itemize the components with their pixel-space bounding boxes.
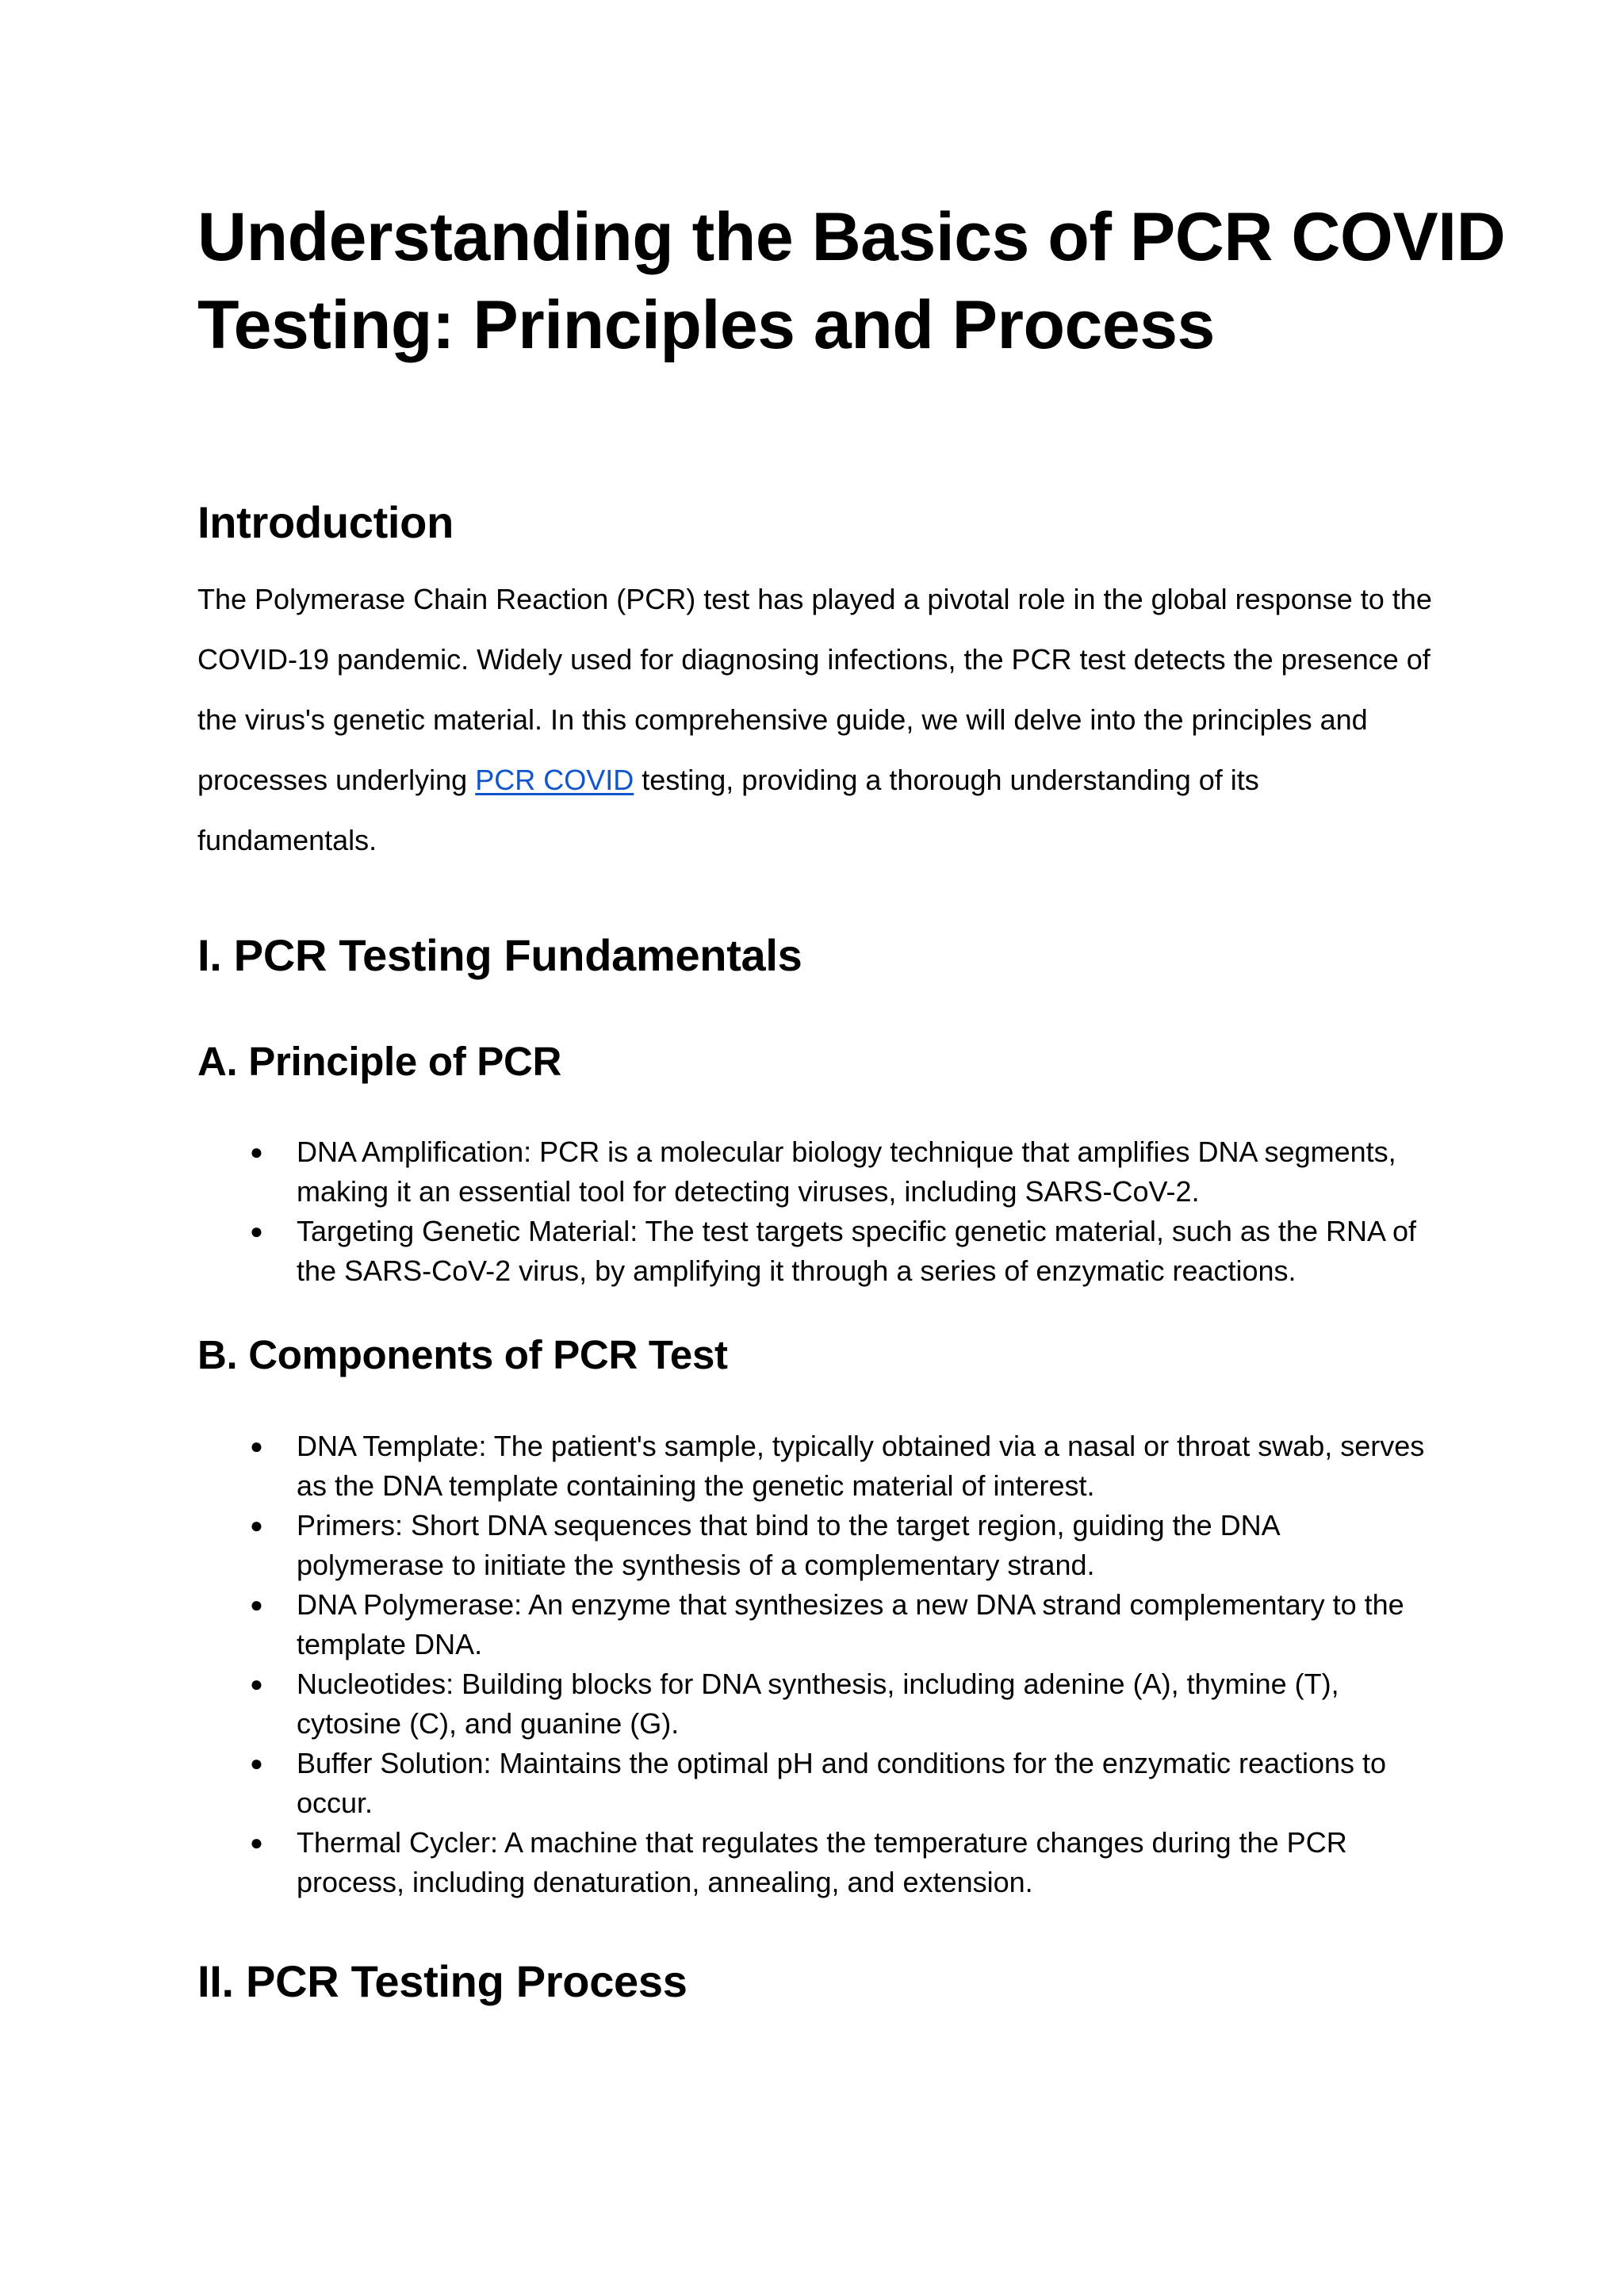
list-item-line: polymerase to initiate the synthesis of a complementary strand. (297, 1549, 1095, 1581)
list-item-line: DNA Polymerase: An enzyme that synthesizes a new DNA strand complementary to the (297, 1588, 1404, 1621)
list-item (197, 1744, 1434, 1823)
bullet-icon: ● (250, 1219, 263, 1243)
intro-line-4 (197, 753, 1434, 813)
list-item-line: Nucleotides: Building blocks for DNA synthesis, including adenine (A), thymine (T), (297, 1668, 1339, 1700)
intro-line-3: the virus's genetic material. In this comprehensive guide, we will delve into the principles and (197, 703, 1368, 736)
list-item-line: DNA Template: The patient's sample, typically obtained via a nasal or throat swab, serves (297, 1430, 1425, 1462)
bullet-icon: ● (250, 1830, 263, 1855)
list-item (197, 1823, 1434, 1902)
list-item (197, 1506, 1434, 1585)
list-item-line: Targeting Genetic Material: The test targets specific genetic material, such as the RNA of (297, 1215, 1417, 1247)
bullet-icon: ● (250, 1751, 263, 1775)
intro-line-4-suffix: testing, providing a thorough understanding of its (634, 764, 1259, 796)
components-list (197, 1427, 1434, 1902)
introduction-paragraph (197, 572, 1434, 873)
list-item-line: the SARS-CoV-2 virus, by amplifying it through a series of enzymatic reactions. (297, 1254, 1297, 1287)
list-item (197, 1427, 1434, 1506)
list-item-line: Thermal Cycler: A machine that regulates the temperature changes during the PCR (297, 1826, 1347, 1859)
list-item-line: making it an essential tool for detecting viruses, including SARS-CoV-2. (297, 1175, 1200, 1208)
list-item-line: process, including denaturation, annealing, and extension. (297, 1866, 1033, 1898)
title-line-1: Understanding the Basics of PCR COVID (197, 199, 1506, 275)
intro-line-5: fundamentals. (197, 824, 377, 856)
bullet-icon: ● (250, 1513, 263, 1538)
document-title (197, 193, 1506, 370)
bullet-icon: ● (250, 1592, 263, 1617)
list-item (197, 1664, 1434, 1744)
intro-line-4-prefix: processes underlying (197, 764, 476, 796)
subsection-b-heading: B. Components of PCR Test (197, 1332, 728, 1377)
section-2-heading: II. PCR Testing Process (197, 1956, 688, 2006)
list-item-line: as the DNA template containing the genetic material of interest. (297, 1469, 1095, 1502)
intro-line-1: The Polymerase Chain Reaction (PCR) test has played a pivotal role in the global response to the (197, 583, 1432, 615)
bullet-icon: ● (250, 1139, 263, 1164)
list-item-line: Primers: Short DNA sequences that bind to the target region, guiding the DNA (297, 1509, 1281, 1541)
list-item-line: cytosine (C), and guanine (G). (297, 1707, 680, 1740)
list-item (197, 1212, 1434, 1291)
bullet-icon: ● (250, 1672, 263, 1696)
list-item-line: occur. (297, 1787, 373, 1819)
list-item-line: template DNA. (297, 1628, 483, 1660)
title-line-2: Testing: Principles and Process (197, 287, 1215, 363)
pcr-covid-link[interactable]: PCR COVID (475, 764, 634, 796)
intro-line-2: COVID-19 pandemic. Widely used for diagnosing infections, the PCR test detects the presence of (197, 643, 1431, 676)
subsection-a-heading: A. Principle of PCR (197, 1039, 562, 1084)
section-1-heading: I. PCR Testing Fundamentals (197, 930, 802, 980)
bullet-icon: ● (250, 1434, 263, 1458)
principle-list (197, 1132, 1434, 1291)
list-item (197, 1132, 1434, 1212)
list-item-line: Buffer Solution: Maintains the optimal pH and conditions for the enzymatic reactions to (297, 1747, 1387, 1779)
list-item-line: DNA Amplification: PCR is a molecular biology technique that amplifies DNA segments, (297, 1136, 1396, 1168)
list-item (197, 1585, 1434, 1664)
introduction-heading: Introduction (197, 497, 454, 547)
